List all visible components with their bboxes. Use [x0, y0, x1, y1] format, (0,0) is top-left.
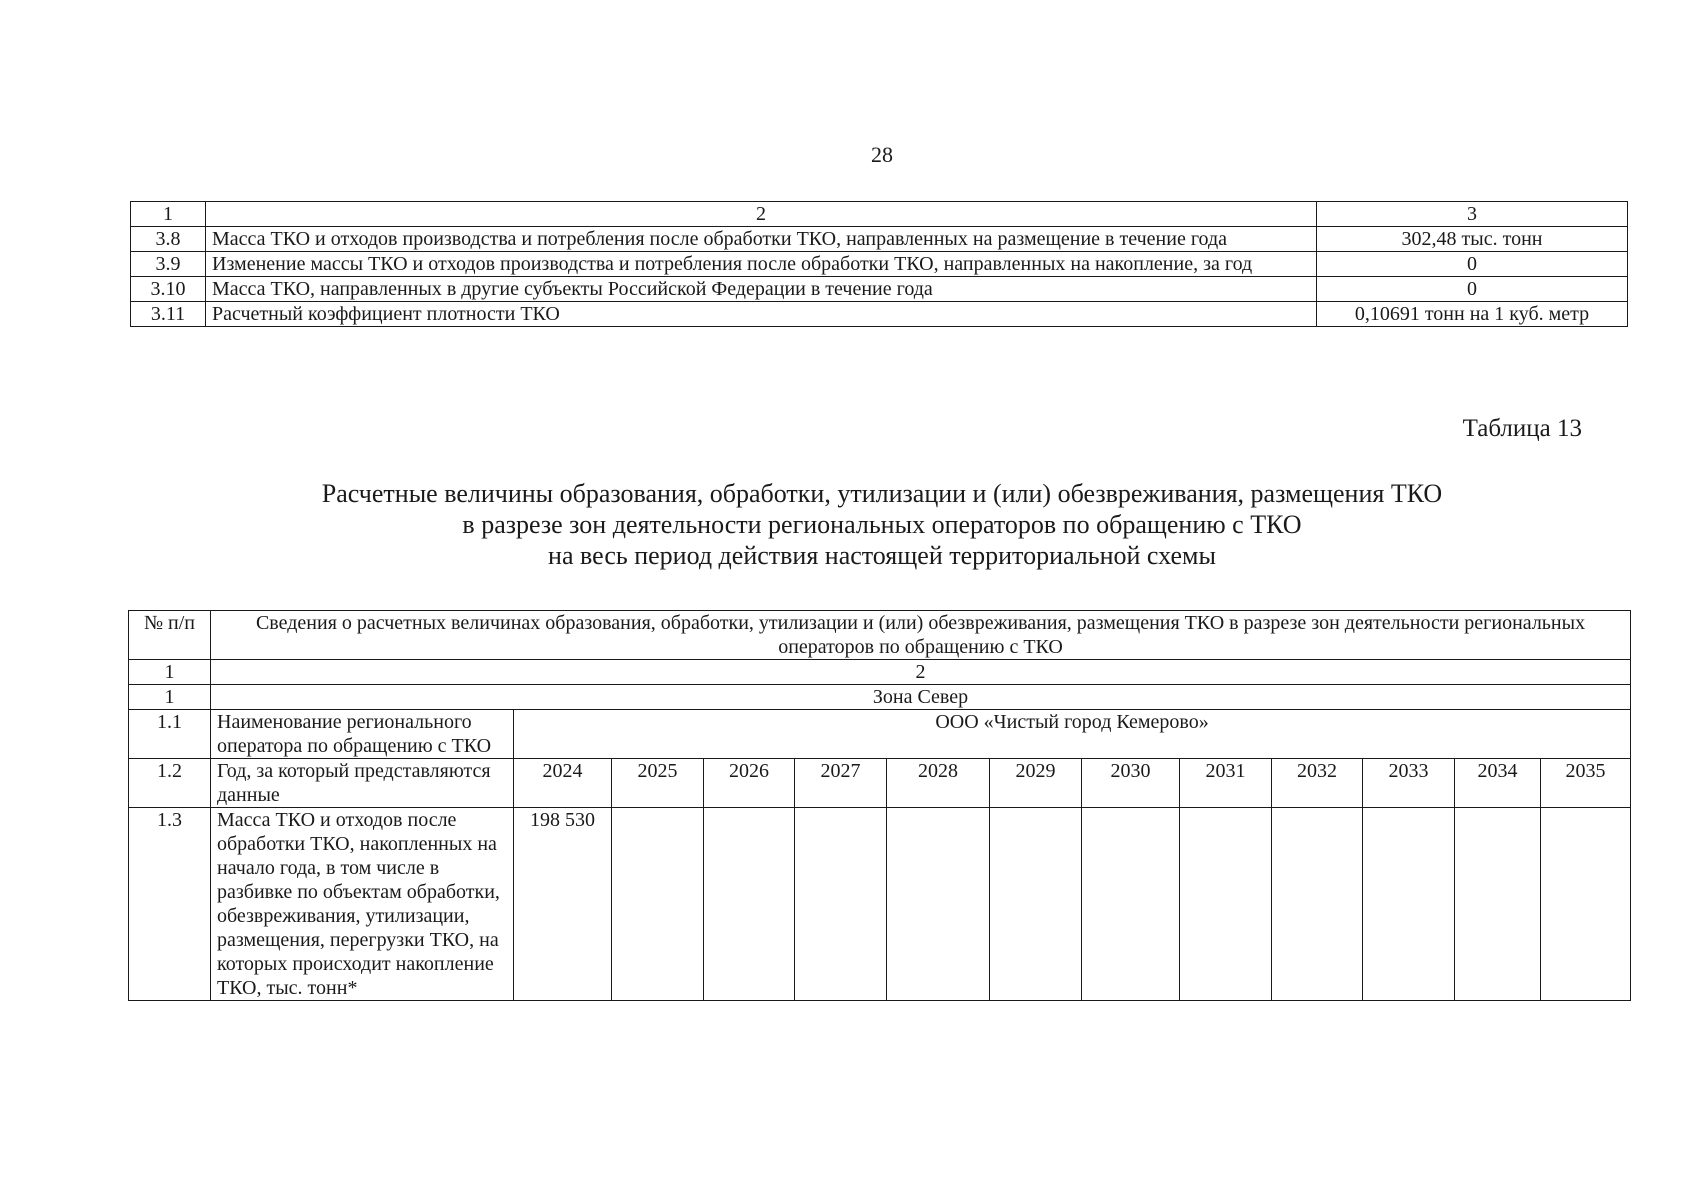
- zone-row: [129, 685, 1631, 710]
- mass-value-cell: [990, 808, 1082, 1001]
- year-cell: 2024: [514, 759, 612, 808]
- title-line: Расчетные величины образования, обработки, утилизации и (или) обезвреживания, размещения ТКО: [321, 479, 1443, 508]
- row-number: 1.2: [129, 759, 211, 808]
- table-row: [131, 252, 1628, 277]
- row-description: Масса ТКО, направленных в другие субъекты Российской Федерации в течение года: [206, 277, 1317, 302]
- header-cell: 1: [131, 202, 206, 227]
- mass-row: [129, 808, 1631, 1001]
- row-description: Изменение массы ТКО и отходов производства и потребления после обработки ТКО, направленных на накопление, за год: [206, 252, 1317, 277]
- table-row: [131, 277, 1628, 302]
- title-line: в разрезе зон деятельности региональных операторов по обращению с ТКО: [462, 510, 1302, 539]
- table-label: Таблица 13: [1462, 415, 1582, 442]
- index-cell: 1: [129, 660, 211, 685]
- info-header: Сведения о расчетных величинах образования, обработки, утилизации и (или) обезвреживания, размещения ТКО в разрезе зон деятельности региональных операторов по обращению с ТКО: [211, 611, 1631, 660]
- table-title: [0, 478, 1697, 571]
- year-cell: 2034: [1455, 759, 1541, 808]
- mass-label: Масса ТКО и отходов после обработки ТКО, накопленных на начало года, в том числе в разбивке по объектам обработки, обезвреживания, утилизации, размещения, перегрузки ТКО, на которых происходит накопление ТКО, тыс. тонн*: [211, 808, 514, 1001]
- table-row: [131, 227, 1628, 252]
- mass-value-cell: [795, 808, 887, 1001]
- year-cell: 2027: [795, 759, 887, 808]
- mass-value-cell: 198 530: [514, 808, 612, 1001]
- operator-name: ООО «Чистый город Кемерово»: [514, 710, 1631, 759]
- mass-value-cell: [612, 808, 704, 1001]
- title-line: на весь период действия настоящей территориальной схемы: [548, 541, 1216, 570]
- mass-value-cell: [1541, 808, 1631, 1001]
- header-cell: 3: [1317, 202, 1628, 227]
- row-value: 0: [1317, 277, 1628, 302]
- row-value: 302,48 тыс. тонн: [1317, 227, 1628, 252]
- continuation-table: [130, 201, 1628, 327]
- zone-table: [128, 610, 1631, 1001]
- year-cell: 2033: [1363, 759, 1455, 808]
- operator-label: Наименование регионального оператора по обращению с ТКО: [211, 710, 514, 759]
- mass-value-cell: [704, 808, 795, 1001]
- zone-name: Зона Север: [211, 685, 1631, 710]
- year-cell: 2029: [990, 759, 1082, 808]
- mass-value-cell: [1272, 808, 1363, 1001]
- index-cell: 2: [211, 660, 1631, 685]
- row-number: 1.3: [129, 808, 211, 1001]
- mass-value-cell: [1082, 808, 1180, 1001]
- table-header-row: [129, 611, 1631, 660]
- operator-row: [129, 710, 1631, 759]
- row-value: 0,10691 тонн на 1 куб. метр: [1317, 302, 1628, 327]
- row-number: 3.11: [131, 302, 206, 327]
- row-value: 0: [1317, 252, 1628, 277]
- table-row: [131, 302, 1628, 327]
- row-number: 1: [129, 685, 211, 710]
- year-cell: 2031: [1180, 759, 1272, 808]
- year-cell: 2032: [1272, 759, 1363, 808]
- year-cell: 2028: [887, 759, 990, 808]
- row-number: 3.8: [131, 227, 206, 252]
- year-cell: 2025: [612, 759, 704, 808]
- year-cell: 2035: [1541, 759, 1631, 808]
- mass-value-cell: [1363, 808, 1455, 1001]
- mass-value-cell: [887, 808, 990, 1001]
- col-number-header: № п/п: [129, 611, 211, 660]
- year-cell: 2030: [1082, 759, 1180, 808]
- row-number: 1.1: [129, 710, 211, 759]
- page-number: 28: [871, 142, 893, 167]
- row-number: 3.9: [131, 252, 206, 277]
- table-header-row: [131, 202, 1628, 227]
- mass-value-cell: [1180, 808, 1272, 1001]
- index-row: [129, 660, 1631, 685]
- row-description: Масса ТКО и отходов производства и потребления после обработки ТКО, направленных на размещение в течение года: [206, 227, 1317, 252]
- year-label: Год, за который представляются данные: [211, 759, 514, 808]
- year-row: [129, 759, 1631, 808]
- row-description: Расчетный коэффициент плотности ТКО: [206, 302, 1317, 327]
- header-cell: 2: [206, 202, 1317, 227]
- mass-value-cell: [1455, 808, 1541, 1001]
- year-cell: 2026: [704, 759, 795, 808]
- row-number: 3.10: [131, 277, 206, 302]
